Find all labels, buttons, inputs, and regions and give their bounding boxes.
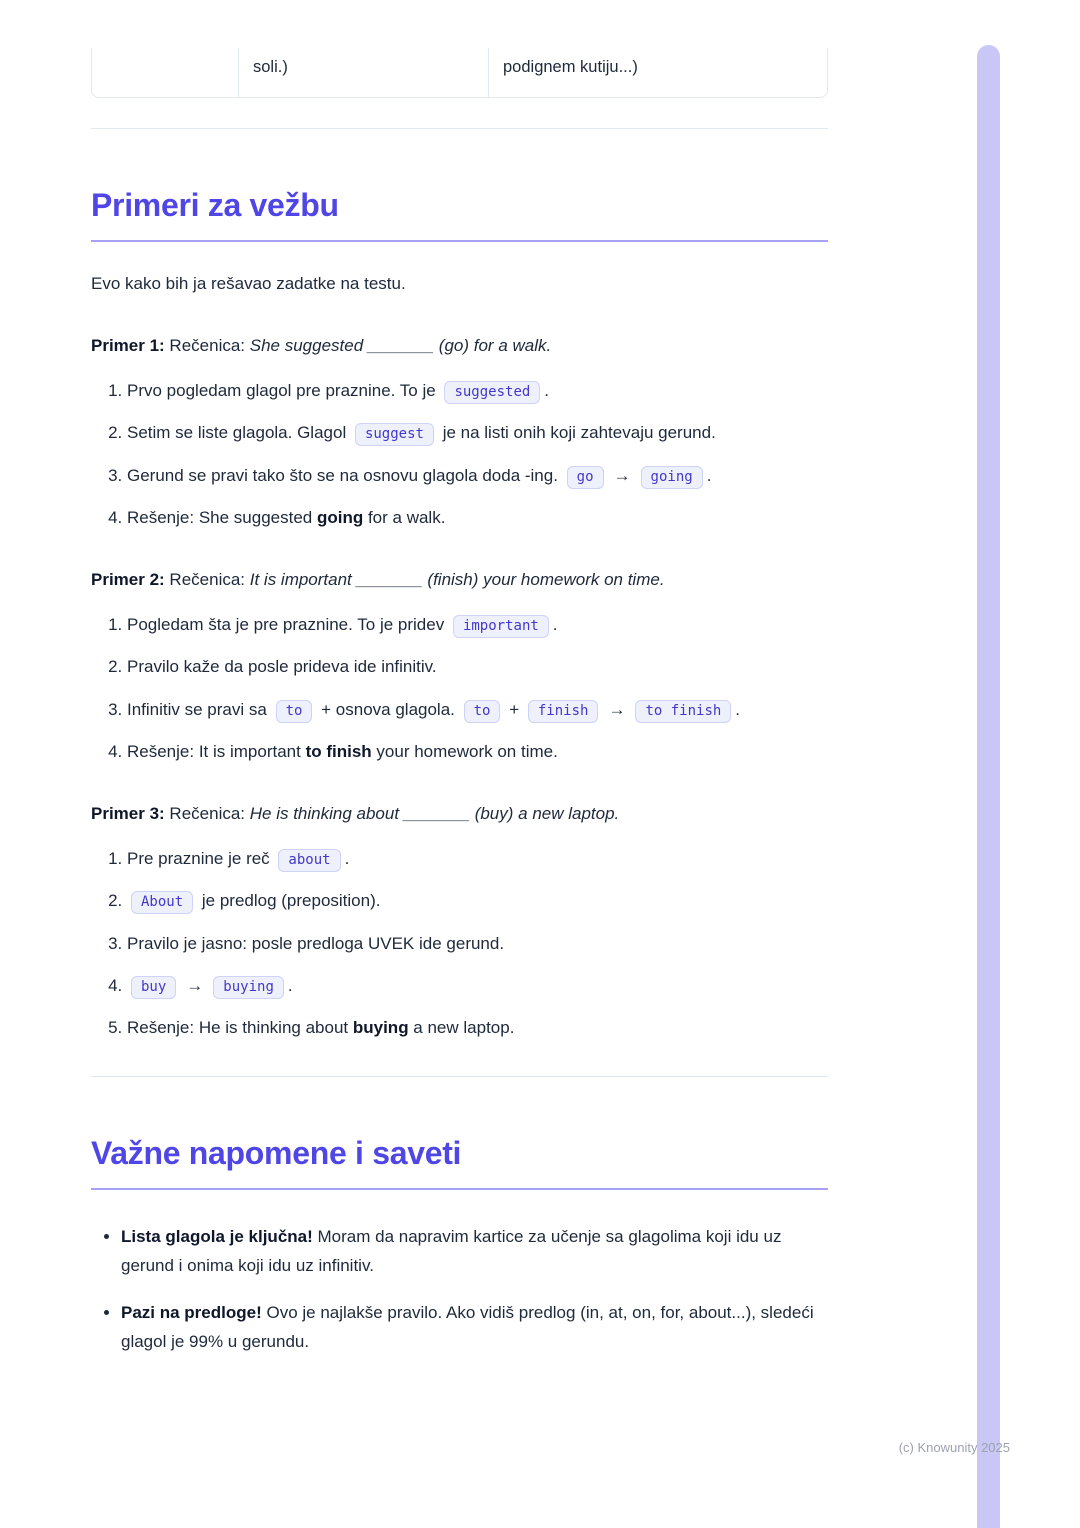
text-run: + osnova glagola. [316,699,460,719]
bold-text: Lista glagola je ključna! [121,1227,313,1247]
arrow-icon: → [186,975,204,995]
example-step [127,844,828,873]
text-run: Rešenje: It is important [127,741,306,761]
text-run: . [287,975,293,995]
code-badge: buying [213,976,284,999]
section-notes [91,1135,828,1356]
italic-sentence: She suggested _______ (go) for a walk. [249,336,552,356]
text-run: . [544,381,550,401]
code-badge: going [641,466,703,489]
section-divider [91,128,828,129]
example-heading [91,566,828,594]
example-step [127,503,828,532]
italic-sentence: It is important _______ (finish) your homework on time. [249,570,665,590]
example-step [127,737,828,766]
arrow-icon: → [608,699,626,719]
text-run: Gerund se pravi tako što se na osnovu glagola doda -ing. [127,465,563,485]
code-badge: go [567,466,604,489]
text-run: Pravilo kaže da posle prideva ide infinitiv. [127,657,437,677]
text-run: Infinitiv se pravi sa [127,699,272,719]
text-run: for a walk. [363,507,446,527]
notes-list [91,1222,828,1356]
example-steps [91,376,828,532]
text-run: Moram da napravim kartice za učenje sa glagolima koji idu uz gerund i onima koji idu uz infinitiv. [121,1227,782,1276]
code-badge: about [278,849,340,872]
bold-text: to finish [305,741,372,761]
copyright-text: (c) Knowunity 2025 [898,1440,1010,1455]
text-run: Pogledam šta je pre praznine. To je pridev [127,615,449,635]
text-run: Rešenje: He is thinking about [127,1018,353,1037]
example-step [127,695,828,724]
text-run: . [706,465,712,485]
code-badge: buy [131,976,176,999]
bold-text: Primer 1: [91,336,165,356]
example-step [127,418,828,447]
bold-text: buying [352,1018,409,1037]
text-run: . [344,849,350,869]
section-title-notes: Važne napomene i saveti [91,1135,828,1190]
example-steps [91,610,828,766]
code-badge: to [464,700,501,723]
example-step [127,376,828,405]
table-cell [92,48,238,97]
note-item [121,1298,828,1356]
code-badge: About [131,891,193,914]
example-steps [91,844,828,1042]
code-badge: to finish [635,700,731,723]
example-step [127,610,828,639]
code-badge: suggest [355,423,434,446]
bold-text: Primer 3: [91,804,165,824]
text-run: Setim se liste glagola. Glagol [127,423,351,443]
arrow-icon: → [613,465,631,485]
code-badge: suggested [444,381,540,404]
text-run: + [504,699,524,719]
table-cell [238,48,488,97]
code-badge: important [453,615,549,638]
example-step [127,461,828,490]
table-cell [488,48,827,97]
text-run: Ovo je najlakše pravilo. Ako vidiš predlog (in, at, on, for, about...), sledeći glagol je 99% u gerundu. [121,1302,814,1351]
bold-text: going [316,507,364,527]
text-run: je na listi onih koji zahtevaju gerund. [437,423,716,443]
italic-sentence: He is thinking about _______ (buy) a new laptop. [249,804,620,824]
example-step [127,886,828,915]
example-step [127,652,828,681]
example-heading [91,800,828,828]
code-badge: to [276,700,313,723]
example-step [127,971,828,1000]
section-title-examples: Primeri za vežbu [91,187,828,242]
text-run: . [552,615,558,635]
text-run: Rečenica: [164,804,250,824]
table-fragment [91,48,828,98]
text-run: Pre praznine je reč [127,849,275,869]
section-examples [91,187,828,1042]
text-run: Prvo pogledam glagol pre praznine. To je [127,381,441,401]
example-step [127,1013,828,1042]
text-run: Rečenica: [164,570,250,590]
table-cell-text: soli.) [253,58,288,76]
text-run: your homework on time. [371,741,558,761]
text-run: Rečenica: [164,336,250,356]
text-run: Pravilo je jasno: posle predloga UVEK ide gerund. [127,933,505,953]
text-run: a new laptop. [408,1018,515,1037]
text-run: je predlog (preposition). [197,891,381,911]
bold-text: Pazi na predloge! [121,1302,262,1322]
code-badge: finish [528,700,599,723]
section-intro: Evo kako bih ja rešavao zadatke na testu. [91,274,406,293]
bold-text: Primer 2: [91,570,165,590]
note-item [121,1222,828,1280]
examples-container [91,332,828,1042]
table-cell-text: podignem kutiju...) [503,58,638,76]
scrollbar-thumb[interactable] [977,45,1000,1528]
document-content [91,48,828,1356]
example-step [127,929,828,958]
text-run: Rešenje: She suggested [127,507,317,527]
section-divider [91,1076,828,1077]
example-heading [91,332,828,360]
text-run: . [735,699,741,719]
